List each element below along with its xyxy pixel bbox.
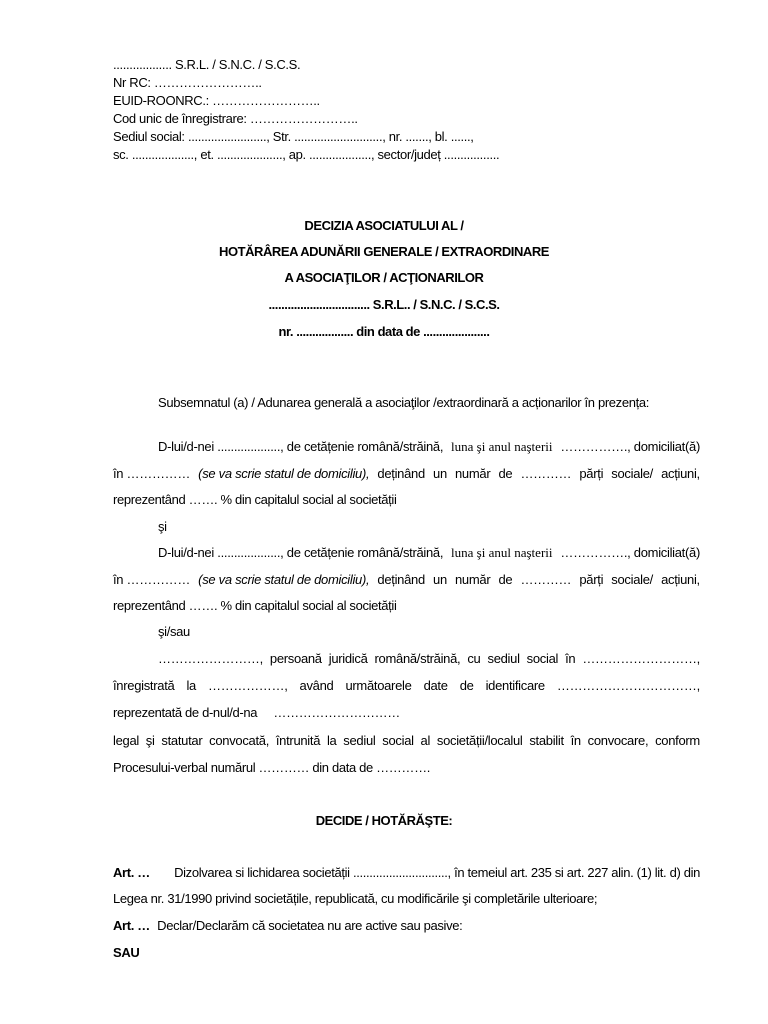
intro-line: Subsemnatul (a) / Adunarea generală a asociaţilor /extraordinară a acționarilor în prezența: (158, 395, 649, 410)
word: sociale/ (611, 466, 653, 481)
word: în …………… (113, 466, 191, 481)
person1-birth-label: luna şi anul naşterii (451, 439, 553, 454)
word: sociale/ (611, 572, 653, 587)
legal-line2 (113, 678, 700, 694)
person2-birth-label: luna şi anul naşterii (451, 545, 553, 560)
decide-heading: DECIDE / HOTĂRĂŞTE: (315, 813, 453, 828)
word: ………………………, (582, 651, 700, 666)
word: statutar (161, 733, 203, 748)
si-sau-connector: şi/sau (158, 624, 190, 639)
word: convocare, (587, 733, 649, 748)
person1-domicile-field: ……………., domiciliat(ă) (560, 439, 700, 454)
person2-line1 (158, 545, 700, 561)
word: social (526, 651, 559, 666)
person2-name-field: D-lui/d-nei ..................., de cetățenie română/străină, (158, 545, 444, 560)
word: în …………… (113, 572, 191, 587)
word: un (433, 572, 447, 587)
person2-line3: reprezentând ……. % din capitalul social al societății (113, 598, 397, 613)
word: înregistrată (113, 678, 175, 693)
convocare-line1 (113, 733, 700, 749)
word: legal (113, 733, 139, 748)
person1-name-field: D-lui/d-nei ..................., de cetățenie română/străină, (158, 439, 444, 454)
article-2-text: Declar/Declarăm că societatea nu are active sau pasive: (157, 918, 463, 933)
domicile-note: (se va scrie statul de domiciliu), (198, 466, 370, 481)
word: de (498, 466, 513, 481)
euid-line: EUID-ROONRC.: …………………….. (113, 93, 320, 108)
word: la (186, 678, 196, 693)
title-line-2: HOTĂRÂREA ADUNĂRII GENERALE / EXTRAORDINARE (219, 244, 549, 259)
word: în (565, 651, 576, 666)
sediu-line-1: Sediul social: ........................, Str. ..........................., nr. ......., bl. ......, (113, 129, 474, 144)
legal-line1 (158, 651, 700, 667)
word: următoarele (345, 678, 412, 693)
word: convocată, (209, 733, 270, 748)
word: întrunită (275, 733, 321, 748)
article-1-line1 (113, 865, 700, 881)
title-line-4: ................................ S.R.L.. / S.N.C. / S.C.S. (268, 297, 500, 312)
domicile-note: (se va scrie statul de domiciliu), (198, 572, 370, 587)
word: la (326, 733, 337, 748)
article-1-text: Dizolvarea si lichidarea societății ............................., în temeiul art. 235 si art. 227 alin. (1) lit. d) din (174, 865, 700, 880)
convocare-line2: Procesului-verbal numărul ………… din data de …………. (113, 760, 430, 775)
word: conform (655, 733, 700, 748)
word: persoană (269, 651, 322, 666)
word: în (570, 733, 581, 748)
word: număr (455, 572, 491, 587)
sediu-line-2: sc. ..................., et. ...................., ap. ..................., sector/județ ................. (113, 147, 500, 162)
word: şi (145, 733, 155, 748)
word: de (459, 678, 474, 693)
word: de (498, 572, 513, 587)
word: ……………………………, (556, 678, 700, 693)
word: sediul (343, 733, 376, 748)
word: social (382, 733, 414, 748)
word: cu (467, 651, 481, 666)
word: sediul (487, 651, 520, 666)
title-line-5: nr. .................. din data de ..................... (278, 324, 490, 339)
cui-line: Cod unic de înregistrare: …………………….. (113, 111, 358, 126)
title-line-1: DECIZIA ASOCIATULUI AL / (304, 218, 464, 233)
article-label: Art. … (113, 865, 150, 880)
si-connector: şi (158, 519, 167, 534)
word: ………………, (208, 678, 288, 693)
word: al (420, 733, 431, 748)
title-line-3: A ASOCIAŢILOR / ACŢIONARILOR (284, 270, 484, 285)
person1-line2 (113, 466, 700, 482)
person2-line2 (113, 572, 700, 588)
word: având (299, 678, 334, 693)
word: societății/localul (436, 733, 523, 748)
article-label: Art. … (113, 918, 150, 933)
article-2-line (113, 918, 462, 934)
sau-label: SAU (113, 945, 140, 960)
word: deținând (377, 466, 425, 481)
word: ………… (520, 466, 572, 481)
word: identificare (485, 678, 545, 693)
word: părți (579, 572, 604, 587)
word: date (423, 678, 448, 693)
word: română/străină, (374, 651, 461, 666)
word: acțiuni, (661, 466, 700, 481)
legal-line3: reprezentată de d-nul/d-na ………………………… (113, 705, 400, 720)
word: părți (579, 466, 604, 481)
word: acțiuni, (661, 572, 700, 587)
person1-line3: reprezentând ……. % din capitalul social al societății (113, 492, 397, 507)
article-1-line2: Legea nr. 31/1990 privind societățile, republicată, cu modificările şi completările ulterioare; (113, 891, 598, 906)
word: deținând (377, 572, 425, 587)
person1-line1 (158, 439, 700, 455)
nr-rc-line: Nr RC: …………………….. (113, 75, 262, 90)
word: juridică (328, 651, 368, 666)
person2-domicile-field: ……………., domiciliat(ă) (560, 545, 700, 560)
word: ……………………, (158, 651, 263, 666)
company-line: .................. S.R.L. / S.N.C. / S.C.S. (113, 57, 301, 72)
word: un (433, 466, 447, 481)
word: număr (455, 466, 491, 481)
word: ………… (520, 572, 572, 587)
word: stabilit (529, 733, 564, 748)
